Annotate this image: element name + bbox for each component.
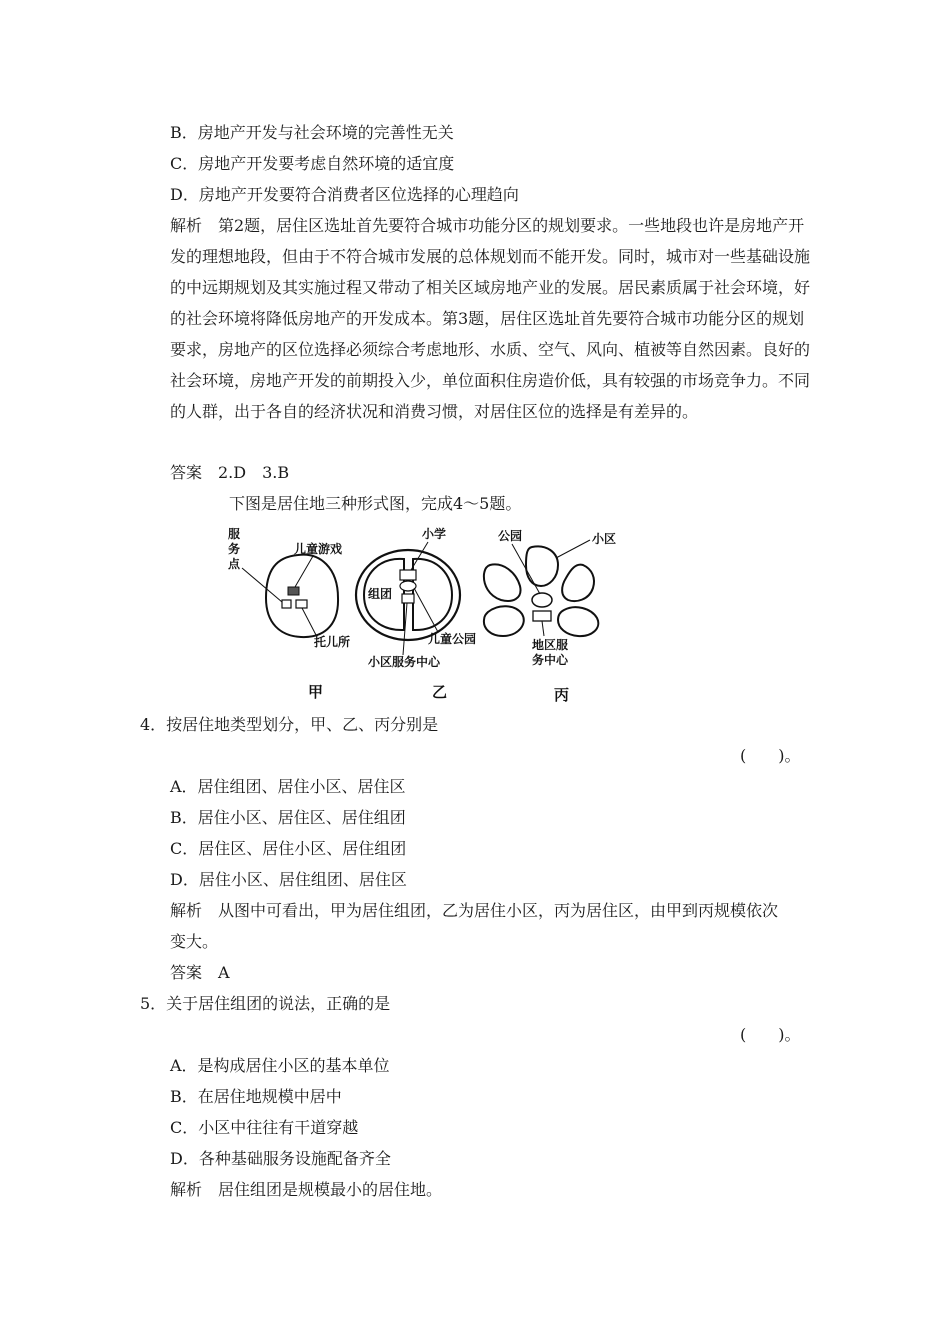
q5-option-d: D．各种基础服务设施配备齐全 (170, 1149, 391, 1168)
q3-option-d: D．房地产开发要符合消费者区位选择的心理趋向 (170, 185, 519, 204)
q23-answer: 答案 2.D 3.B (170, 463, 290, 482)
figure-intro: 下图是居住地三种形式图，完成4～5题。 (229, 494, 522, 513)
jia-playground-marker (288, 587, 299, 595)
bing-neighborhood-right (562, 565, 594, 601)
q4-option-b: B．居住小区、居住区、居住组团 (170, 808, 406, 827)
jia-nursery-box (296, 600, 307, 608)
diagram-yi (356, 526, 476, 701)
bing-park-label: 公园 (498, 529, 523, 543)
bing-neighborhood-leader (556, 540, 590, 558)
yi-park-label: 儿童公园 (428, 632, 477, 646)
bing-neighborhood-bottom-left (484, 606, 524, 636)
yi-caption: 乙 (432, 683, 448, 701)
yi-school-leader (411, 542, 428, 570)
yi-right-group (413, 559, 452, 630)
yi-school-label: 小学 (422, 527, 447, 541)
q5-option-a: A．是构成居住小区的基本单位 (170, 1056, 390, 1075)
yi-group-label: 组团 (368, 587, 393, 601)
residential-forms-figure (218, 520, 668, 705)
diagram-jia (228, 526, 350, 701)
q4-option-c: C．居住区、居住小区、居住组团 (170, 839, 407, 858)
bing-caption: 丙 (554, 686, 570, 704)
bing-district-center-leader (542, 621, 544, 636)
q5-stem: 5．关于居住组团的说法，正确的是 (140, 994, 391, 1013)
q5-answer-paren: ( )。 (740, 1025, 801, 1044)
jia-playground-label: 儿童游戏 (294, 542, 343, 556)
q5-option-c: C．小区中往往有干道穿越 (170, 1118, 359, 1137)
bing-neighborhood-label: 小区 (592, 532, 617, 546)
bing-neighborhood-bottom-right (558, 607, 598, 636)
bing-park-leader (512, 544, 540, 594)
jia-playground-leader (295, 556, 313, 587)
q4-answer: 答案 A (170, 963, 230, 982)
jia-boundary (266, 555, 338, 637)
yi-park-leader (414, 588, 438, 632)
yi-park-shape (400, 581, 416, 591)
q3-option-c: C．房地产开发要考虑自然环境的适宜度 (170, 154, 455, 173)
yi-service-center-box (402, 594, 414, 603)
jia-caption: 甲 (308, 683, 324, 701)
jia-service-box (282, 600, 291, 608)
q4-option-a: A．居住组团、居住小区、居住区 (170, 777, 406, 796)
jia-nursery-label: 托儿所 (314, 635, 351, 649)
diagram-bing (484, 529, 616, 704)
bing-park-shape (532, 593, 552, 607)
jia-service-point-label-1: 服 (228, 527, 241, 541)
bing-district-center-label-2: 务中心 (532, 653, 569, 667)
q5-option-b: B．在居住地规模中居中 (170, 1087, 342, 1106)
q5-analysis: 解析 居住组团是规模最小的居住地。 (170, 1180, 443, 1199)
jia-service-leader (242, 568, 282, 602)
bing-neighborhood-left (484, 564, 521, 600)
bing-district-center-label-1: 地区服 (532, 638, 569, 652)
jia-service-point-label-3: 点 (228, 557, 241, 571)
yi-school-box (400, 570, 416, 580)
jia-nursery-leader (302, 608, 316, 635)
q4-stem: 4．按居住地类型划分，甲、乙、丙分别是 (140, 715, 439, 734)
q4-answer-paren: ( )。 (740, 746, 801, 765)
q23-analysis: 解析 第2题，居住区选址首先要符合城市功能分区的规划要求。一些地段也许是房地产开发的理想地段，但由于不符合城市发展的总体规划而不能开发。同时，城市对一些基础设施的中远期规划及其实施过程又带动了相关区域房地产业的发展。居民素质属于社会环境，好的社会环境将降低房地产的开发成本。第3题，居住区选址首先要符合城市功能分区的规划要求，房地产的区位选择必须综合考虑地形、水质、空气、风向、植被等自然因素。良好的社会环境，房地产开发的前期投入少，单位面积住房造价低，具有较强的市场竞争力。不同的人群，出于各自的经济状况和消费习惯，对居住区位的选择是有差异的。 (170, 216, 811, 421)
bing-district-center-box (533, 611, 551, 621)
jia-service-point-label-2: 务 (228, 542, 241, 556)
q4-option-d: D．居住小区、居住组团、居住区 (170, 870, 407, 889)
q4-analysis-line-1: 解析 从图中可看出，甲为居住组团，乙为居住小区，丙为居住区，由甲到丙规模依次 (170, 901, 779, 920)
yi-service-center-label: 小区服务中心 (368, 655, 441, 669)
q3-option-b: B．房地产开发与社会环境的完善性无关 (170, 123, 454, 142)
q4-analysis-line-2: 变大。 (170, 932, 219, 951)
bing-neighborhood-top (526, 546, 558, 586)
